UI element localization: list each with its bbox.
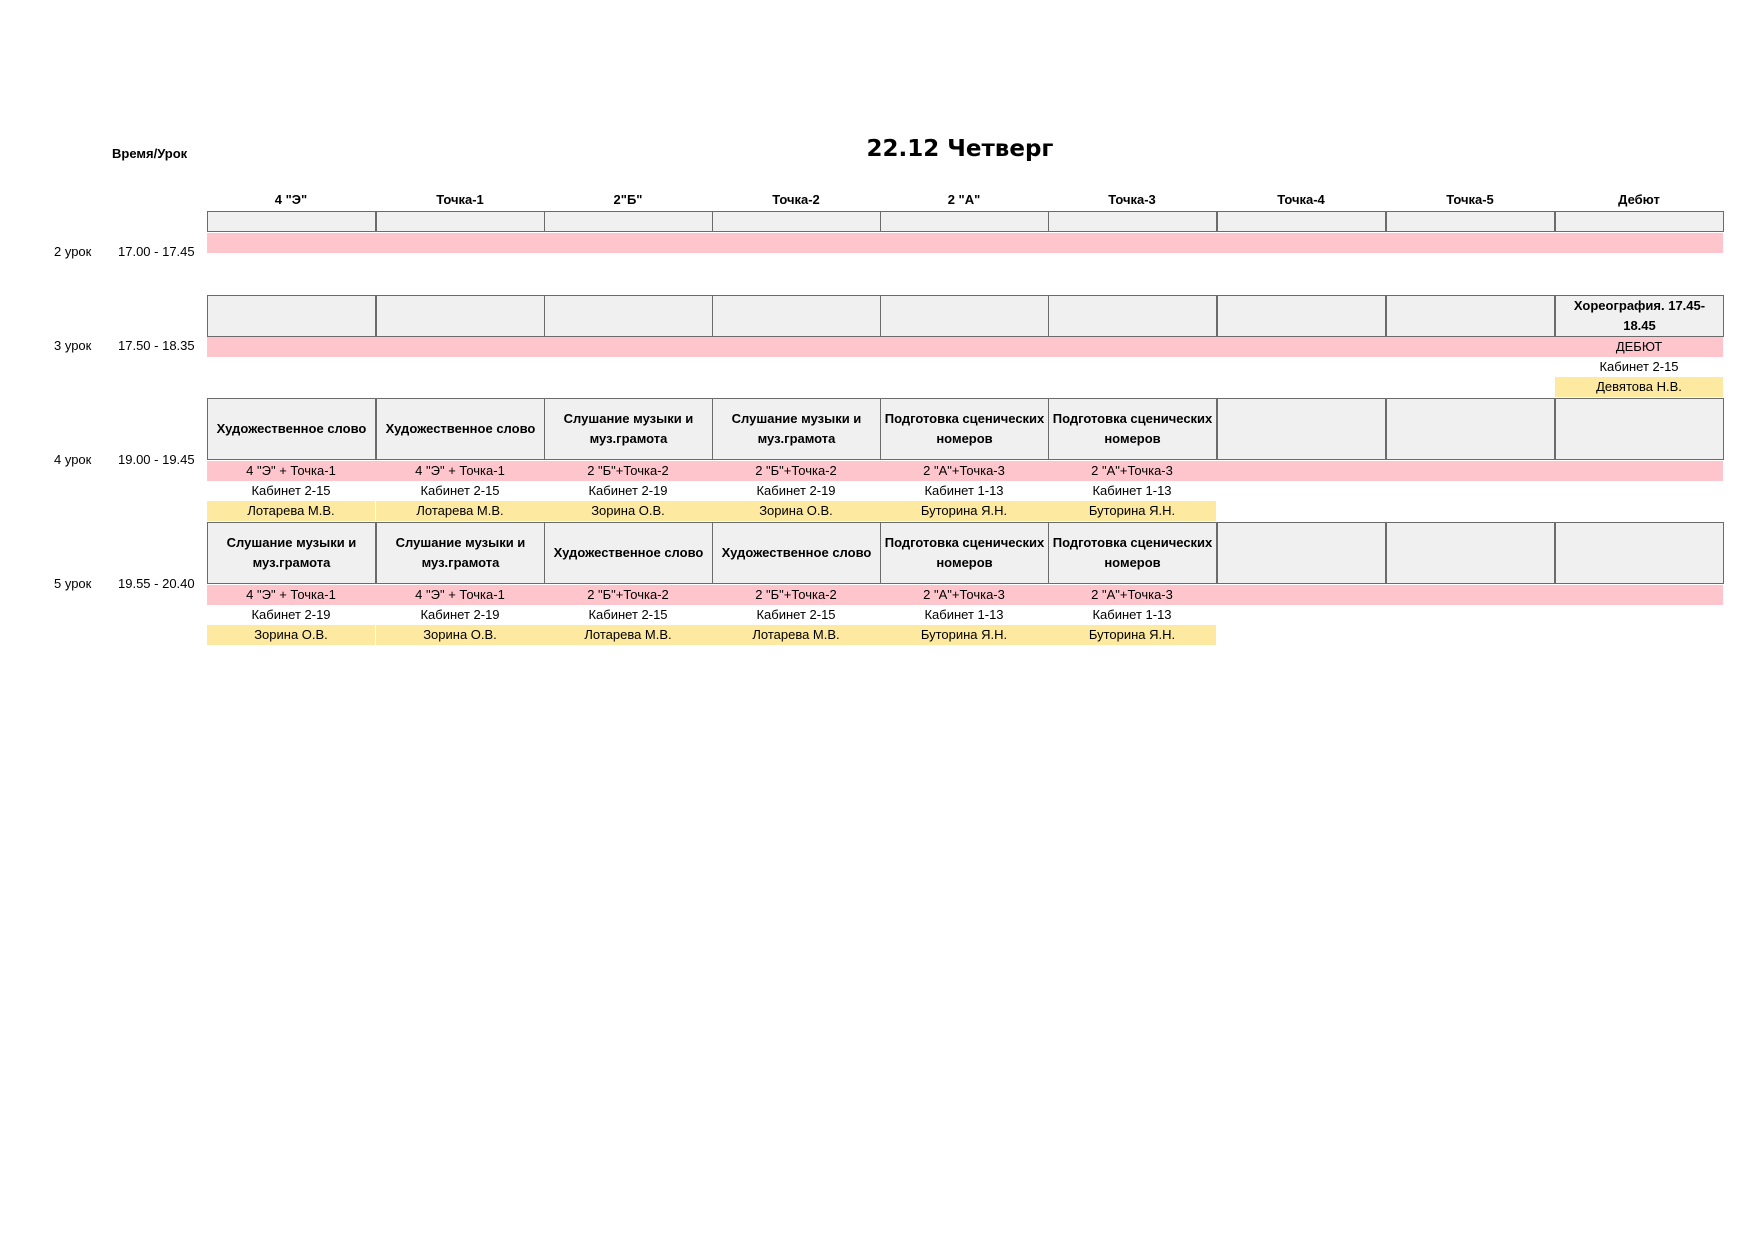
teacher-text: Буторина Я.Н. [1048, 501, 1216, 521]
room-text: Кабинет 2-15 [1599, 359, 1679, 374]
group-text: 4 "Э" + Точка-1 [415, 587, 505, 602]
group-text: ДЕБЮТ [1615, 339, 1663, 354]
teacher-text: Лотарева М.В. [207, 501, 375, 521]
subject-cell: Художественное слово [207, 398, 376, 460]
subject-cell: Подготовка сценических номеров [880, 398, 1049, 460]
group-text: 2 "Б"+Точка-2 [755, 463, 837, 478]
subject-cell [1555, 398, 1724, 460]
room-text: Кабинет 1-13 [1092, 483, 1172, 498]
lesson-time: 19.55 - 20.40 [118, 576, 195, 591]
subject-cell [880, 211, 1049, 232]
teacher-text: Зорина О.В. [376, 625, 544, 645]
group-text: 4 "Э" + Точка-1 [246, 463, 336, 478]
room-text: Кабинет 2-15 [588, 607, 668, 622]
subject-cell [880, 295, 1049, 337]
teacher-text: Зорина О.В. [712, 501, 880, 521]
subject-cell: Слушание музыки и муз.грамота [376, 522, 545, 584]
group-text: 4 "Э" + Точка-1 [415, 463, 505, 478]
subject-cell [1555, 522, 1724, 584]
teacher-text: Лотарева М.В. [376, 501, 544, 521]
subject-cell [1217, 398, 1386, 460]
column-header: Точка-2 [772, 192, 820, 207]
subject-cell: Слушание музыки и муз.грамота [712, 398, 881, 460]
group-text: 2 "Б"+Точка-2 [587, 587, 669, 602]
column-header: 4 "Э" [274, 192, 308, 207]
teacher-text: Девятова Н.В. [1555, 377, 1723, 397]
subject-cell [1048, 295, 1217, 337]
room-text: Кабинет 2-19 [420, 607, 500, 622]
teacher-text: Буторина Я.Н. [1048, 625, 1216, 645]
subject-cell [544, 295, 713, 337]
subject-cell: Художественное слово [544, 522, 713, 584]
lesson-number: 2 урок [54, 244, 92, 259]
group-band [207, 337, 1723, 357]
lesson-time: 19.00 - 19.45 [118, 452, 195, 467]
lesson-time: 17.50 - 18.35 [118, 338, 195, 353]
lesson-number: 5 урок [54, 576, 92, 591]
lesson-time: 17.00 - 17.45 [118, 244, 195, 259]
subject-cell: Художественное слово [712, 522, 881, 584]
room-text: Кабинет 2-19 [756, 483, 836, 498]
teacher-text: Лотарева М.В. [712, 625, 880, 645]
column-header: 2"Б" [613, 192, 643, 207]
subject-cell [1386, 295, 1555, 337]
column-header: Точка-4 [1277, 192, 1325, 207]
subject-cell [1217, 522, 1386, 584]
subject-cell [207, 211, 376, 232]
subject-cell [1048, 211, 1217, 232]
subject-cell: Подготовка сценических номеров [880, 522, 1049, 584]
room-text: Кабинет 2-19 [588, 483, 668, 498]
subject-cell [376, 211, 545, 232]
room-text: Кабинет 2-19 [251, 607, 331, 622]
group-text: 2 "А"+Точка-3 [1091, 463, 1173, 478]
subject-cell [376, 295, 545, 337]
group-text: 2 "Б"+Точка-2 [587, 463, 669, 478]
subject-cell [1386, 522, 1555, 584]
group-text: 2 "А"+Точка-3 [923, 587, 1005, 602]
group-text: 2 "А"+Точка-3 [923, 463, 1005, 478]
room-text: Кабинет 2-15 [420, 483, 500, 498]
subject-cell: Слушание музыки и муз.грамота [544, 398, 713, 460]
group-text: 2 "А"+Точка-3 [1091, 587, 1173, 602]
subject-cell: Подготовка сценических номеров [1048, 398, 1217, 460]
room-text: Кабинет 1-13 [924, 483, 1004, 498]
column-header: Дебют [1618, 192, 1660, 207]
group-band [207, 233, 1723, 253]
teacher-text: Зорина О.В. [207, 625, 375, 645]
teacher-text: Буторина Я.Н. [880, 625, 1048, 645]
subject-cell [207, 295, 376, 337]
subject-cell [1217, 295, 1386, 337]
time-lesson-header: Время/Урок [112, 146, 188, 161]
teacher-text: Буторина Я.Н. [880, 501, 1048, 521]
teacher-text: Зорина О.В. [544, 501, 712, 521]
column-header: Точка-5 [1446, 192, 1494, 207]
subject-cell: Слушание музыки и муз.грамота [207, 522, 376, 584]
subject-cell [712, 211, 881, 232]
room-text: Кабинет 2-15 [756, 607, 836, 622]
lesson-number: 4 урок [54, 452, 92, 467]
subject-cell [1386, 211, 1555, 232]
subject-cell [1555, 211, 1724, 232]
subject-cell [1386, 398, 1555, 460]
room-text: Кабинет 2-15 [251, 483, 331, 498]
subject-cell: Хореография. 17.45-18.45 [1555, 295, 1724, 337]
room-text: Кабинет 1-13 [924, 607, 1004, 622]
subject-cell [544, 211, 713, 232]
group-text: 2 "Б"+Точка-2 [755, 587, 837, 602]
lesson-number: 3 урок [54, 338, 92, 353]
subject-cell: Художественное слово [376, 398, 545, 460]
subject-cell: Подготовка сценических номеров [1048, 522, 1217, 584]
column-header: 2 "А" [947, 192, 981, 207]
column-header: Точка-3 [1108, 192, 1156, 207]
teacher-text: Лотарева М.В. [544, 625, 712, 645]
column-header: Точка-1 [436, 192, 484, 207]
group-text: 4 "Э" + Точка-1 [246, 587, 336, 602]
subject-cell [712, 295, 881, 337]
page-title: 22.12 Четверг [866, 136, 1054, 162]
room-text: Кабинет 1-13 [1092, 607, 1172, 622]
subject-cell [1217, 211, 1386, 232]
